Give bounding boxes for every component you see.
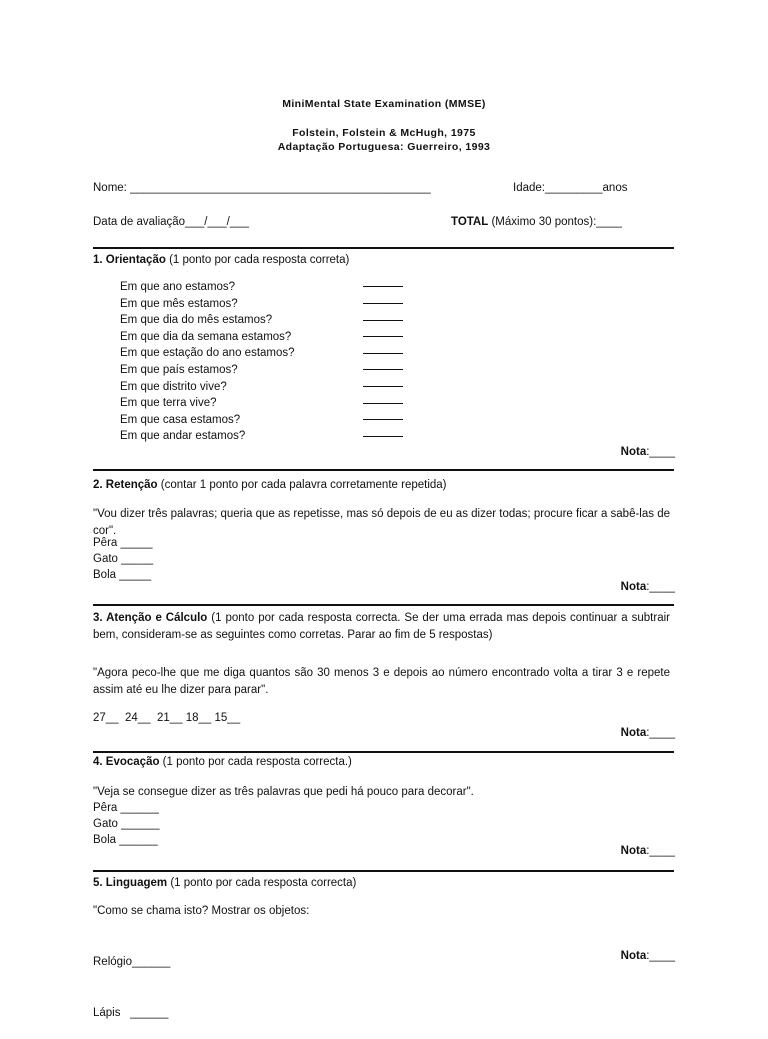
score-field-evocacao[interactable] bbox=[621, 845, 675, 857]
list-item: Em que casa estamos? bbox=[120, 413, 241, 426]
word-item[interactable]: Pêra ______ bbox=[93, 802, 159, 814]
word-item[interactable]: Pêra _____ bbox=[93, 537, 153, 549]
score-label: Nota bbox=[620, 845, 647, 857]
answer-line[interactable] bbox=[363, 279, 403, 296]
score-field-retencao[interactable] bbox=[621, 581, 675, 593]
word-item[interactable]: Gato _____ bbox=[93, 553, 154, 565]
list-item: Em que dia do mês estamos? bbox=[120, 314, 273, 327]
answer-line[interactable] bbox=[363, 329, 403, 346]
orientation-question-list bbox=[120, 279, 295, 445]
language-instruction: "Como se chama isto? Mostrar os objetos: bbox=[93, 905, 310, 917]
recall-word-list bbox=[93, 800, 160, 848]
score-blank: :____ bbox=[646, 845, 675, 857]
section-divider bbox=[93, 469, 674, 471]
document-title: MiniMental State Examination (MMSE) bbox=[282, 98, 486, 110]
score-field-linguagem[interactable] bbox=[621, 950, 675, 962]
section-retencao-heading bbox=[93, 479, 447, 491]
total-max-text: (Máximo 30 pontos):____ bbox=[488, 216, 622, 228]
score-field-atencao[interactable] bbox=[621, 727, 675, 739]
section-evocacao-heading bbox=[93, 756, 352, 768]
word-item[interactable]: Bola ______ bbox=[93, 834, 158, 846]
section-title: 5. Linguagem bbox=[93, 877, 168, 889]
section-subtitle: (1 ponto por cada resposta correcta. Se der uma errada mas depois continuar a subtrair bem, consideram-se as seguintes como corretas. Parar ao fim de 5 respostas) bbox=[93, 612, 670, 641]
section-atencao-heading bbox=[93, 610, 670, 643]
answer-line[interactable] bbox=[363, 412, 403, 429]
list-item: Em que país estamos? bbox=[120, 363, 238, 376]
evaluation-date-field[interactable]: Data de avaliação___/___/___ bbox=[93, 216, 250, 228]
score-field-orientacao[interactable] bbox=[621, 446, 675, 458]
retention-word-list bbox=[93, 535, 153, 583]
score-blank: :____ bbox=[646, 727, 675, 739]
section-subtitle: (1 ponto por cada resposta correta) bbox=[165, 254, 350, 266]
answer-line[interactable] bbox=[363, 362, 403, 379]
section-divider bbox=[93, 870, 674, 872]
recall-instruction: "Veja se consegue dizer as três palavras que pedi há pouco para decorar". bbox=[93, 786, 474, 798]
section-subtitle: (1 ponto por cada resposta correcta.) bbox=[159, 756, 352, 768]
orientation-answer-lines bbox=[363, 279, 403, 445]
section-linguagem-heading bbox=[93, 877, 356, 889]
language-object-list bbox=[93, 920, 170, 1039]
section-title: 3. Atenção e Cálculo bbox=[93, 612, 208, 624]
name-field[interactable]: Nome: _______________________________________________ bbox=[93, 182, 431, 194]
section-divider bbox=[93, 604, 674, 606]
list-item: Em que mês estamos? bbox=[120, 297, 238, 310]
score-blank: :____ bbox=[646, 446, 675, 458]
object-item[interactable]: Relógio______ bbox=[93, 956, 171, 968]
answer-line[interactable] bbox=[363, 395, 403, 412]
total-label: TOTAL bbox=[451, 216, 489, 228]
section-orientacao-heading bbox=[93, 254, 349, 266]
score-label: Nota bbox=[620, 950, 647, 962]
section-subtitle: (contar 1 ponto por cada palavra corretamente repetida) bbox=[157, 479, 447, 491]
total-score-field[interactable] bbox=[451, 216, 622, 228]
list-item: Em que estação do ano estamos? bbox=[120, 347, 295, 360]
score-label: Nota bbox=[620, 446, 647, 458]
answer-line[interactable] bbox=[363, 296, 403, 313]
adaptation-line: Adaptação Portuguesa: Guerreiro, 1993 bbox=[277, 141, 491, 153]
section-subtitle: (1 ponto por cada resposta correcta) bbox=[167, 877, 357, 889]
answer-line[interactable] bbox=[363, 379, 403, 396]
section-title: 2. Retenção bbox=[93, 479, 158, 491]
answer-line[interactable] bbox=[363, 428, 403, 445]
list-item: Em que andar estamos? bbox=[120, 430, 246, 443]
answer-line[interactable] bbox=[363, 345, 403, 362]
section-title: 4. Evocação bbox=[93, 756, 160, 768]
section-divider bbox=[93, 751, 674, 753]
word-item[interactable]: Bola _____ bbox=[93, 569, 152, 581]
list-item: Em que terra vive? bbox=[120, 397, 217, 410]
score-label: Nota bbox=[620, 727, 647, 739]
score-label: Nota bbox=[620, 581, 647, 593]
section-title: 1. Orientação bbox=[93, 254, 166, 266]
age-field[interactable]: Idade:_________anos bbox=[513, 182, 628, 194]
retention-instruction: "Vou dizer três palavras; queria que as repetisse, mas só depois de eu as dizer todas; procure ficar a sabê-las de cor". bbox=[93, 508, 670, 537]
attention-instruction: "Agora peco-lhe que me diga quantos são 30 menos 3 e depois ao número encontrado volta a tirar 3 e repete assim até eu lhe dizer para parar". bbox=[93, 667, 670, 696]
section-divider bbox=[93, 247, 674, 249]
list-item: Em que ano estamos? bbox=[120, 281, 236, 293]
answer-line[interactable] bbox=[363, 312, 403, 329]
authors-line: Folstein, Folstein & McHugh, 1975 bbox=[292, 127, 476, 139]
word-item[interactable]: Gato ______ bbox=[93, 818, 160, 830]
score-blank: :____ bbox=[646, 581, 675, 593]
list-item: Em que distrito vive? bbox=[120, 380, 227, 393]
list-item: Em que dia da semana estamos? bbox=[120, 330, 292, 343]
subtraction-series[interactable]: 27__ 24__ 21__ 18__ 15__ bbox=[93, 712, 241, 724]
score-blank: :____ bbox=[646, 950, 675, 962]
object-item[interactable]: Lápis ______ bbox=[93, 1007, 169, 1019]
